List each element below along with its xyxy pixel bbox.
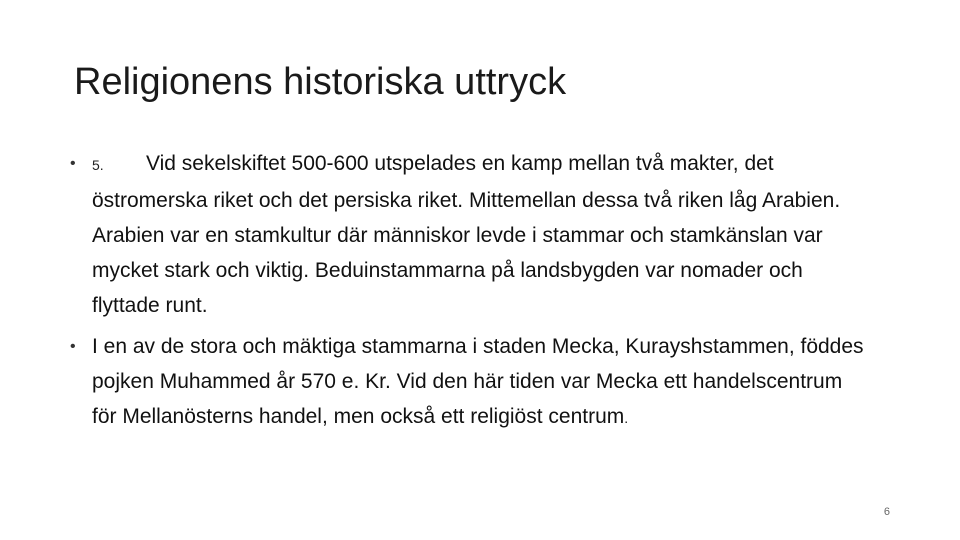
- bullet-item: [70, 329, 870, 436]
- page-number: 6: [883, 506, 890, 518]
- bullet-icon: •: [70, 155, 76, 172]
- bullet-text: I en av de stora och mäktiga stammarna i staden Mecka, Kurayshstammen, föddes pojken Muhammed år 570 e. Kr. Vid den här tiden var Mecka ett handelscentrum för Mellanösterns handel, men också ett religiöst centrum: [92, 335, 864, 428]
- bullet-number: 5.: [92, 157, 104, 173]
- bullet-text: Vid sekelskiftet 500-600 utspelades en kamp mellan två makter, det östromerska riket och det persiska riket. Mittemellan dessa två riken låg Arabien. Arabien var en stamkultur där människor levde i stammar och stamkänslan var mycket stark och viktig. Beduinstammarna på landsbygden var nomader och flyttade runt.: [92, 152, 841, 317]
- bullet-list: [70, 146, 870, 436]
- bullet-icon: •: [70, 338, 76, 355]
- bullet-end-period: .: [624, 410, 629, 426]
- bullet-item: [70, 146, 870, 323]
- slide-title: Religionens historiska uttryck: [74, 61, 567, 103]
